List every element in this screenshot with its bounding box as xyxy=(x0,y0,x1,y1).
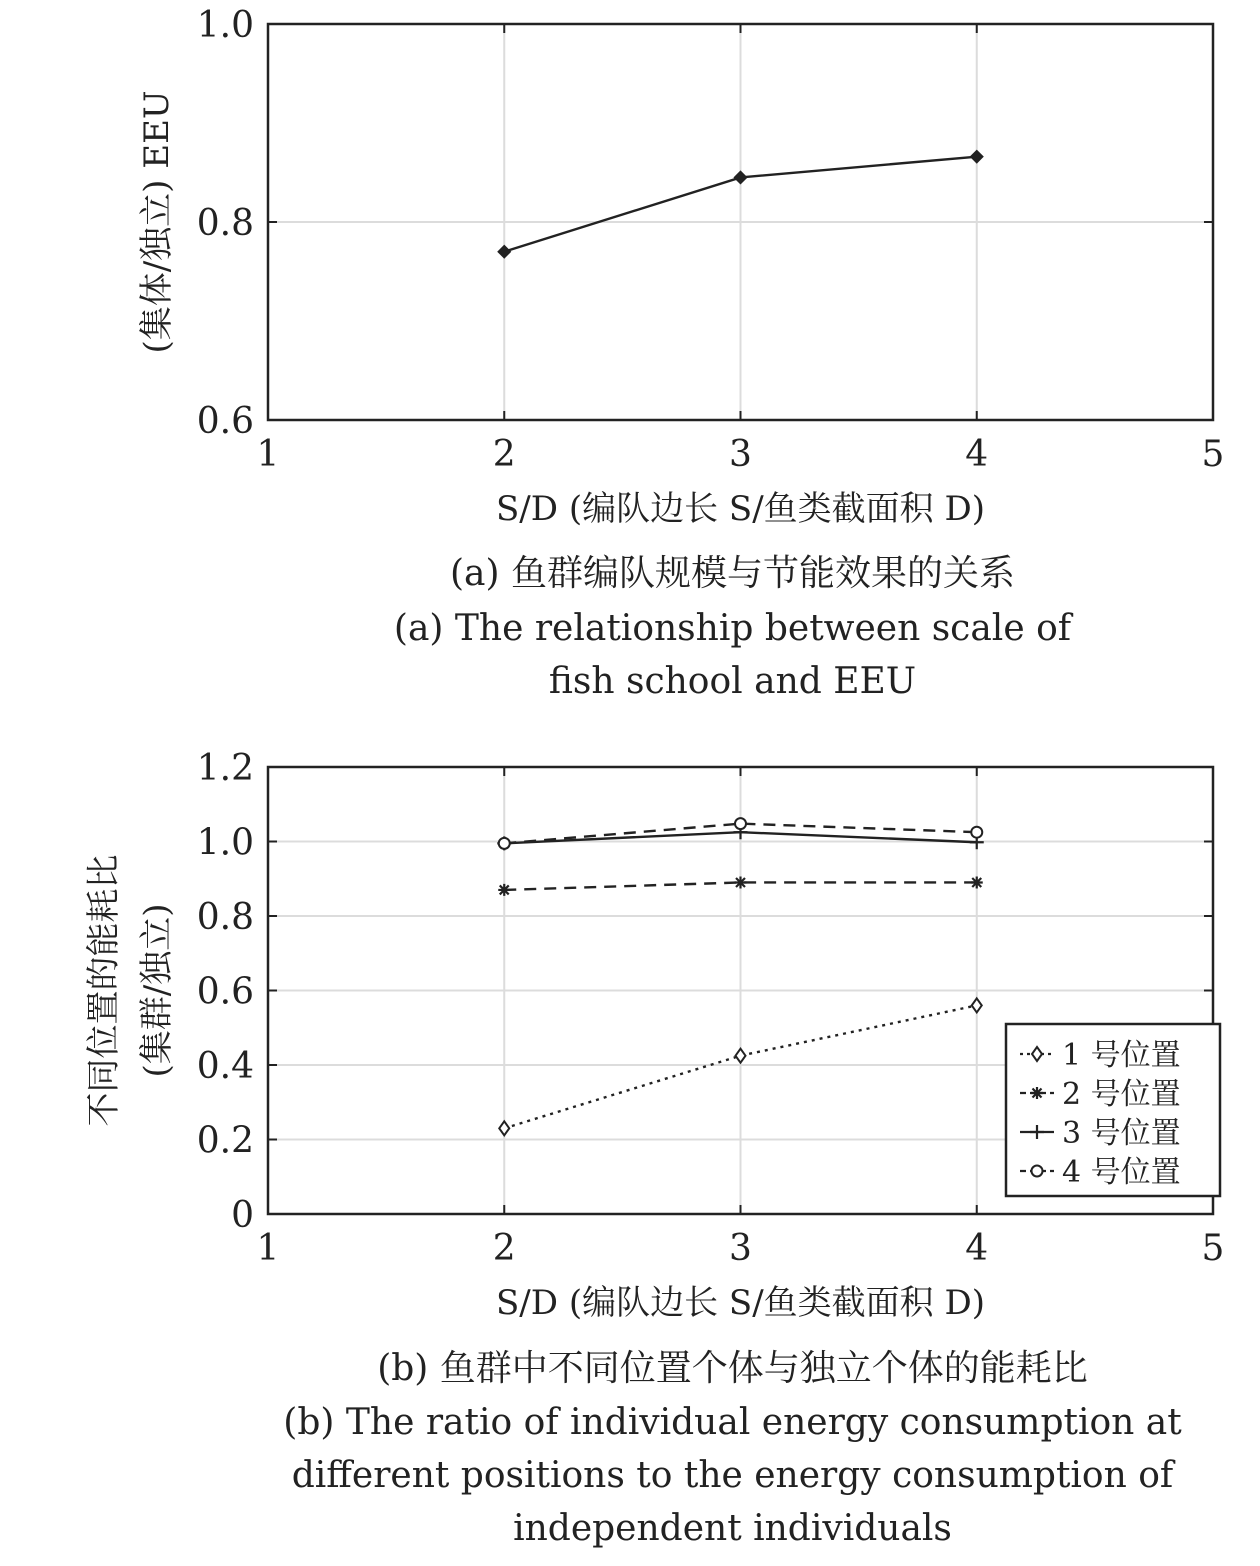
x-tick-label: 5 xyxy=(1201,1228,1225,1269)
legend-entry: 3 号位置 xyxy=(1062,1116,1181,1151)
x-tick-label: 2 xyxy=(492,434,516,475)
caption-en: (a) The relationship between scale of xyxy=(393,608,1072,649)
legend-entry: 4 号位置 xyxy=(1062,1155,1181,1190)
y-tick-label: 1.0 xyxy=(196,822,254,864)
y-tick-label: 0 xyxy=(231,1195,254,1236)
legend xyxy=(1006,1024,1220,1196)
x-axis-label: S/D (编队边长 S/鱼类截面积 D) xyxy=(496,489,985,529)
data-point-s1-1 xyxy=(499,1121,509,1135)
data-point-s1-2 xyxy=(736,1049,746,1063)
legend-marker-4 xyxy=(1032,1166,1043,1177)
y-tick-label: 0.8 xyxy=(196,203,254,244)
caption-en: (b) The ratio of individual energy consumption at xyxy=(283,1402,1182,1443)
data-point-s4-1 xyxy=(499,838,510,849)
data-point-s4-2 xyxy=(735,818,746,829)
data-point-s4-3 xyxy=(971,827,982,838)
data-point-s2-2 xyxy=(735,876,747,888)
data-point-s1-3 xyxy=(971,151,983,163)
y-tick-label: 0.8 xyxy=(196,897,254,938)
y-tick-label: 0.4 xyxy=(196,1046,254,1087)
y-axis-label: (集群/独立) xyxy=(137,903,177,1078)
caption-cn: (b) 鱼群中不同位置个体与独立个体的能耗比 xyxy=(377,1348,1088,1389)
caption-en: independent individuals xyxy=(513,1508,952,1549)
x-tick-label: 3 xyxy=(729,1228,752,1269)
x-tick-label: 5 xyxy=(1201,434,1225,475)
x-axis-label: S/D (编队边长 S/鱼类截面积 D) xyxy=(496,1283,985,1323)
caption-en: fish school and EEU xyxy=(548,661,917,702)
data-point-s2-1 xyxy=(498,884,510,896)
x-tick-label: 2 xyxy=(492,1228,516,1269)
caption-en: different positions to the energy consumption of xyxy=(291,1455,1174,1496)
data-point-s1-1 xyxy=(498,246,510,258)
chart-a xyxy=(137,5,1224,702)
y-tick-label: 0.6 xyxy=(196,971,254,1013)
y-tick-label: 0.2 xyxy=(196,1120,254,1162)
legend-entry: 2 号位置 xyxy=(1062,1077,1181,1112)
legend-entry: 1 号位置 xyxy=(1062,1038,1181,1073)
data-point-s1-3 xyxy=(972,998,982,1012)
data-point-s1-2 xyxy=(735,171,747,183)
chart-b xyxy=(84,748,1224,1549)
y-tick-label: 1.2 xyxy=(196,748,254,789)
x-tick-label: 3 xyxy=(729,434,752,475)
x-tick-label: 1 xyxy=(256,1228,280,1269)
x-tick-label: 4 xyxy=(965,434,989,475)
legend-marker-2 xyxy=(1031,1087,1043,1099)
x-tick-label: 1 xyxy=(256,434,280,475)
caption-cn: (a) 鱼群编队规模与节能效果的关系 xyxy=(450,553,1015,594)
y-axis-label: 不同位置的能耗比 xyxy=(84,854,124,1127)
data-point-s2-3 xyxy=(971,876,983,888)
y-tick-label: 1.0 xyxy=(196,5,254,46)
y-axis-label: (集体/独立) EEU xyxy=(137,90,177,354)
y-tick-label: 0.6 xyxy=(196,401,254,442)
x-tick-label: 4 xyxy=(965,1228,989,1269)
